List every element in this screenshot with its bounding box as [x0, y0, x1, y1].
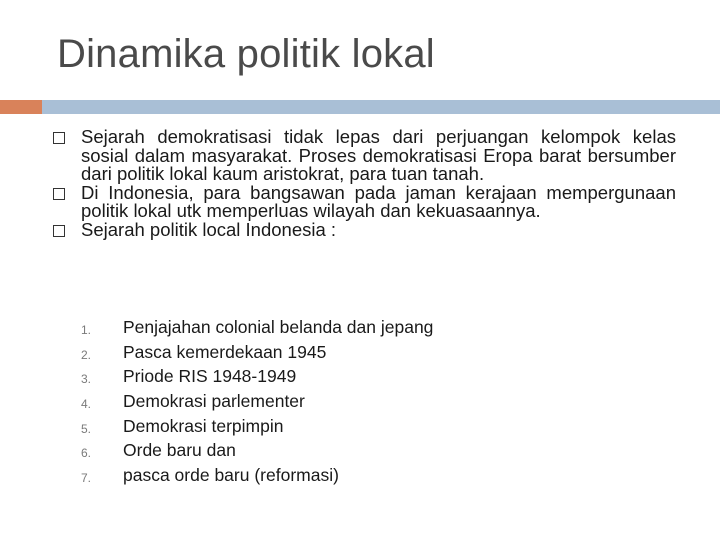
- bullet-text: Sejarah demokratisasi tidak lepas dari perjuangan kelompok kelas sosial dalam masyarakat. Proses demokratisasi Eropa barat bersumber dari politik lokal kaum aristokrat, para tuan tanah.: [81, 126, 676, 185]
- item-text: Priode RIS 1948-1949: [123, 366, 297, 387]
- item-text: pasca orde baru (reformasi): [123, 465, 339, 486]
- item-text: Pasca kemerdekaan 1945: [123, 341, 327, 362]
- bullet-item: [53, 218, 676, 240]
- item-text: Demokrasi terpimpin: [123, 415, 284, 436]
- item-text: Penjajahan colonial belanda dan jepang: [123, 317, 434, 337]
- item-text: Demokrasi parlementer: [123, 391, 305, 412]
- slide-title: Dinamika politik lokal: [57, 32, 435, 76]
- bullet-item: [53, 128, 676, 184]
- item-number: 2.: [81, 347, 92, 362]
- square-bullet-icon: [53, 132, 65, 144]
- item-number: 4.: [81, 397, 92, 412]
- item-number: 1.: [81, 323, 92, 337]
- bullet-text: Di Indonesia, para bangsawan pada jaman kerajaan mempergunaan politik lokal utk memperluas wilayah dan kekuasaannya.: [81, 181, 676, 222]
- square-bullet-icon: [53, 225, 65, 237]
- item-number: 7.: [81, 471, 92, 486]
- bullet-list: [53, 128, 676, 240]
- bullet-item: [53, 181, 676, 222]
- title-accent-bar-blue: [42, 100, 720, 114]
- bullet-text: Sejarah politik local Indonesia :: [81, 218, 337, 240]
- item-number: 5.: [81, 421, 92, 436]
- item-text: Orde baru dan: [123, 440, 236, 461]
- item-number: 3.: [81, 372, 92, 387]
- square-bullet-icon: [53, 188, 65, 200]
- item-number: 6.: [81, 446, 92, 461]
- title-accent-bar-orange: [0, 100, 42, 114]
